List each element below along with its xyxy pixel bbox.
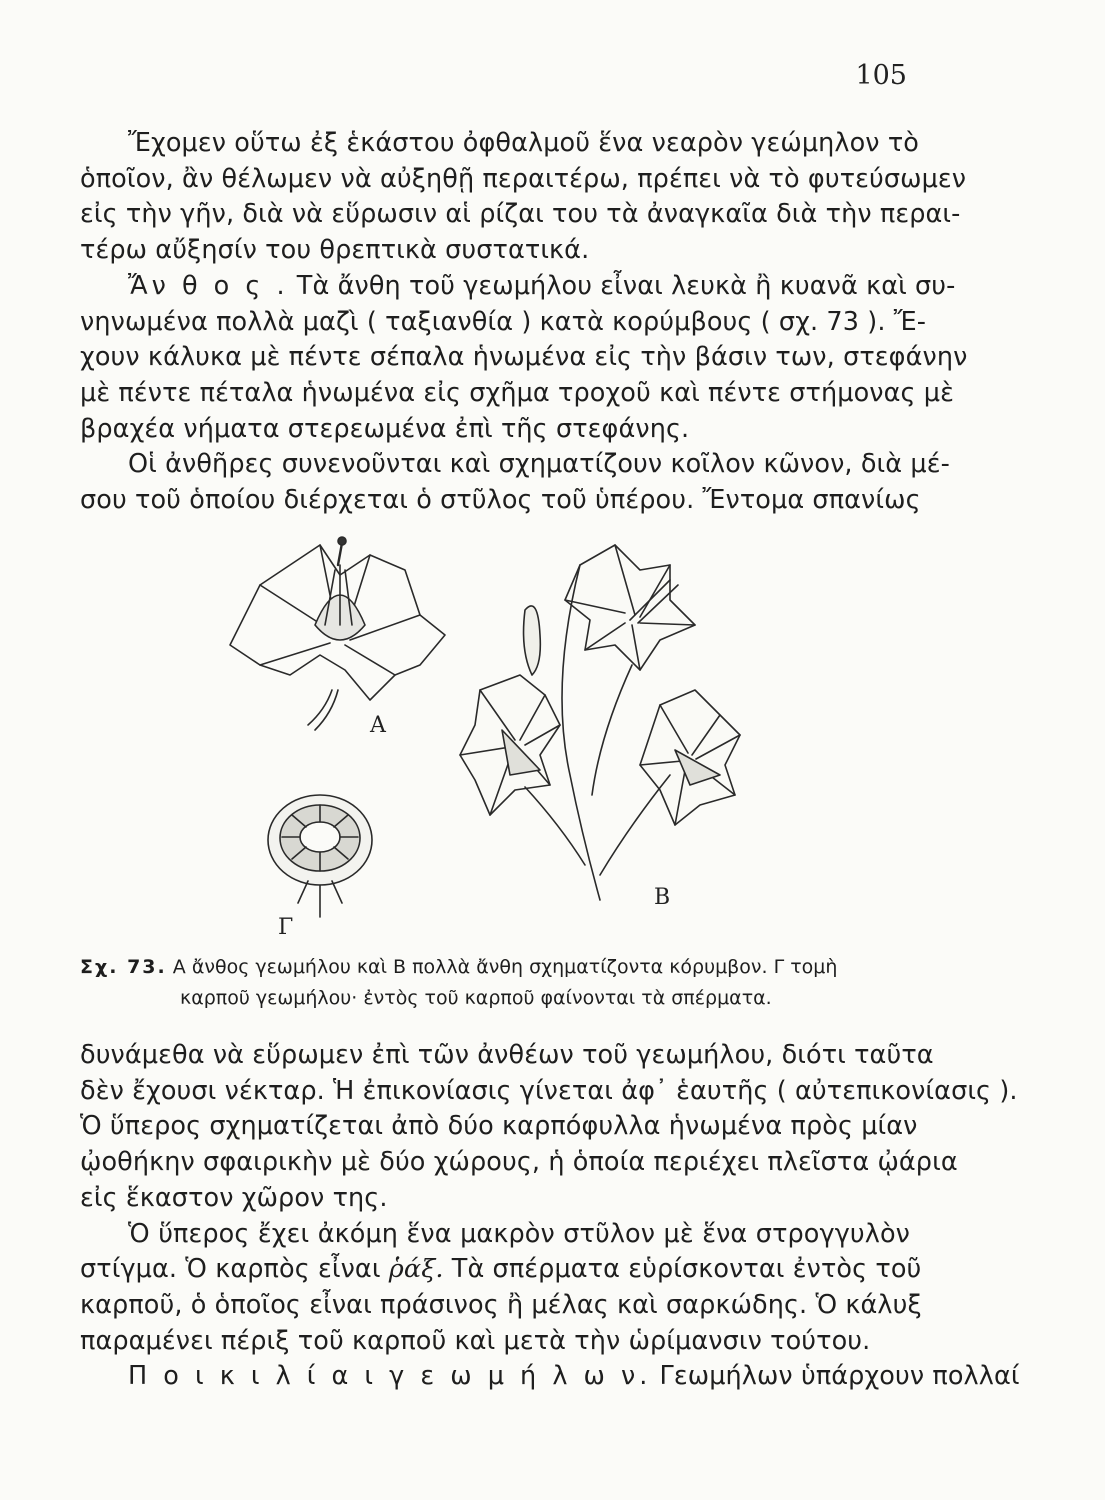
italic-term: ῥάξ.	[388, 1254, 444, 1285]
figure-73	[220, 525, 940, 945]
text-line: εἰς τὴν γῆν, διὰ νὰ εὕρωσιν αἱ ρίζαι του τὰ ἀναγκαῖα διὰ τὴν περαι-	[80, 199, 961, 230]
text-line: Ὁ ὕπερος σχηματίζεται ἀπὸ δύο καρπόφυλλα ἡνωμένα πρὸς μίαν	[80, 1111, 918, 1142]
text-line: Ἔχομεν οὕτω ἐξ ἑκάστου ὀφθαλμοῦ ἕνα νεαρὸν γεώμηλον τὸ	[128, 128, 920, 158]
caption-text-1: Α ἄνθος γεωμήλου καὶ Β πολλὰ ἄνθη σχηματίζοντα κόρυμβον. Γ τομὴ	[172, 956, 838, 978]
text-line: χουν κάλυκα μὲ πέντε σέπαλα ἡνωμένα εἰς τὴν βάσιν των, στεφάνην	[80, 342, 968, 373]
text-line: καρποῦ, ὁ ὁποῖος εἶναι πράσινος ἢ μέλας καὶ σαρκώδης. Ὁ κάλυξ	[80, 1289, 922, 1320]
section-lead-varieties: Π ο ι κ ι λ ί α ι γ ε ω μ ή λ ω ν.	[128, 1361, 652, 1392]
page-number: 105	[855, 60, 907, 91]
text-line: στίγμα. Ὁ καρπὸς εἶναι ῥάξ. Τὰ σπέρματα εὑρίσκονται ἐντὸς τοῦ	[80, 1254, 922, 1285]
text-line: Ἄν θ ο ς . Τὰ ἄνθη τοῦ γεωμήλου εἶναι λευκὰ ἢ κυανᾶ καὶ συ-	[128, 270, 956, 301]
text-line: σου τοῦ ὁποίου διέρχεται ὁ στῦλος τοῦ ὑπέρου. Ἔντομα σπανίως	[80, 485, 921, 516]
caption-line-2: καρποῦ γεωμήλου· ἐντὸς τοῦ καρποῦ φαίνονται τὰ σπέρματα.	[180, 987, 772, 1009]
fruit-section-drawing	[268, 795, 372, 917]
text-line: μὲ πέντε πέταλα ἡνωμένα εἰς σχῆμα τροχοῦ καὶ πέντε στήμονας μὲ	[80, 377, 954, 408]
text-line: τέρω αὔξησίν του θρεπτικὰ συστατικά.	[80, 235, 590, 266]
text-line: νηνωμένα πολλὰ μαζὶ ( ταξιανθία ) κατὰ κορύμβους ( σχ. 73 ). Ἔ-	[80, 306, 927, 337]
figure-caption	[80, 952, 920, 1014]
text-line: δυνάμεθα νὰ εὕρωμεν ἐπὶ τῶν ἀνθέων τοῦ γεωμήλου, διότι ταῦτα	[80, 1040, 934, 1070]
figure-label-b: Β	[654, 885, 671, 910]
text-line: ὁποῖον, ἂν θέλωμεν νὰ αὐξηθῇ περαιτέρω, πρέπει νὰ τὸ φυτεύσωμεν	[80, 163, 967, 194]
flower-a-drawing	[230, 537, 445, 730]
text-line: Ὁ ὕπερος ἔχει ἀκόμη ἕνα μακρὸν στῦλον μὲ ἕνα στρογγυλὸν	[128, 1218, 910, 1249]
section-lead-anthos: Ἄν θ ο ς .	[128, 270, 289, 301]
flower-cluster-b-drawing	[460, 545, 740, 900]
figure-label-a: Α	[370, 713, 386, 738]
potato-flower-illustration	[220, 525, 940, 945]
text-line: Οἱ ἀνθῆρες συνενοῦνται καὶ σχηματίζουν κοῖλον κῶνον, διὰ μέ-	[128, 449, 950, 480]
bottom-text-block	[80, 1038, 1020, 1395]
top-text-block	[80, 126, 968, 519]
caption-line-1	[80, 952, 920, 983]
text-line: εἰς ἕκαστον χῶρον της.	[80, 1182, 388, 1213]
text-line: βραχέα νήματα στερεωμένα ἐπὶ τῆς στεφάνης.	[80, 413, 690, 444]
figure-label-c: Γ	[278, 915, 294, 940]
text-line: ᾠοθήκην σφαιρικὴν μὲ δύο χώρους, ἡ ὁποία περιέχει πλεῖστα ᾠάρια	[80, 1147, 958, 1178]
text-line: δὲν ἔχουσι νέκταρ. Ἡ ἐπικονίασις γίνεται ἀφ᾽ ἑαυτῆς ( αὐτεπικονίασις ).	[80, 1075, 1018, 1106]
caption-figure-number: Σχ. 73.	[80, 956, 167, 978]
text-line: Π ο ι κ ι λ ί α ι γ ε ω μ ή λ ω ν. Γεωμήλων ὑπάρχουν πολλαί	[128, 1361, 1020, 1392]
text-line: παραμένει πέριξ τοῦ καρποῦ καὶ μετὰ τὴν ὡρίμανσιν τούτου.	[80, 1325, 871, 1356]
